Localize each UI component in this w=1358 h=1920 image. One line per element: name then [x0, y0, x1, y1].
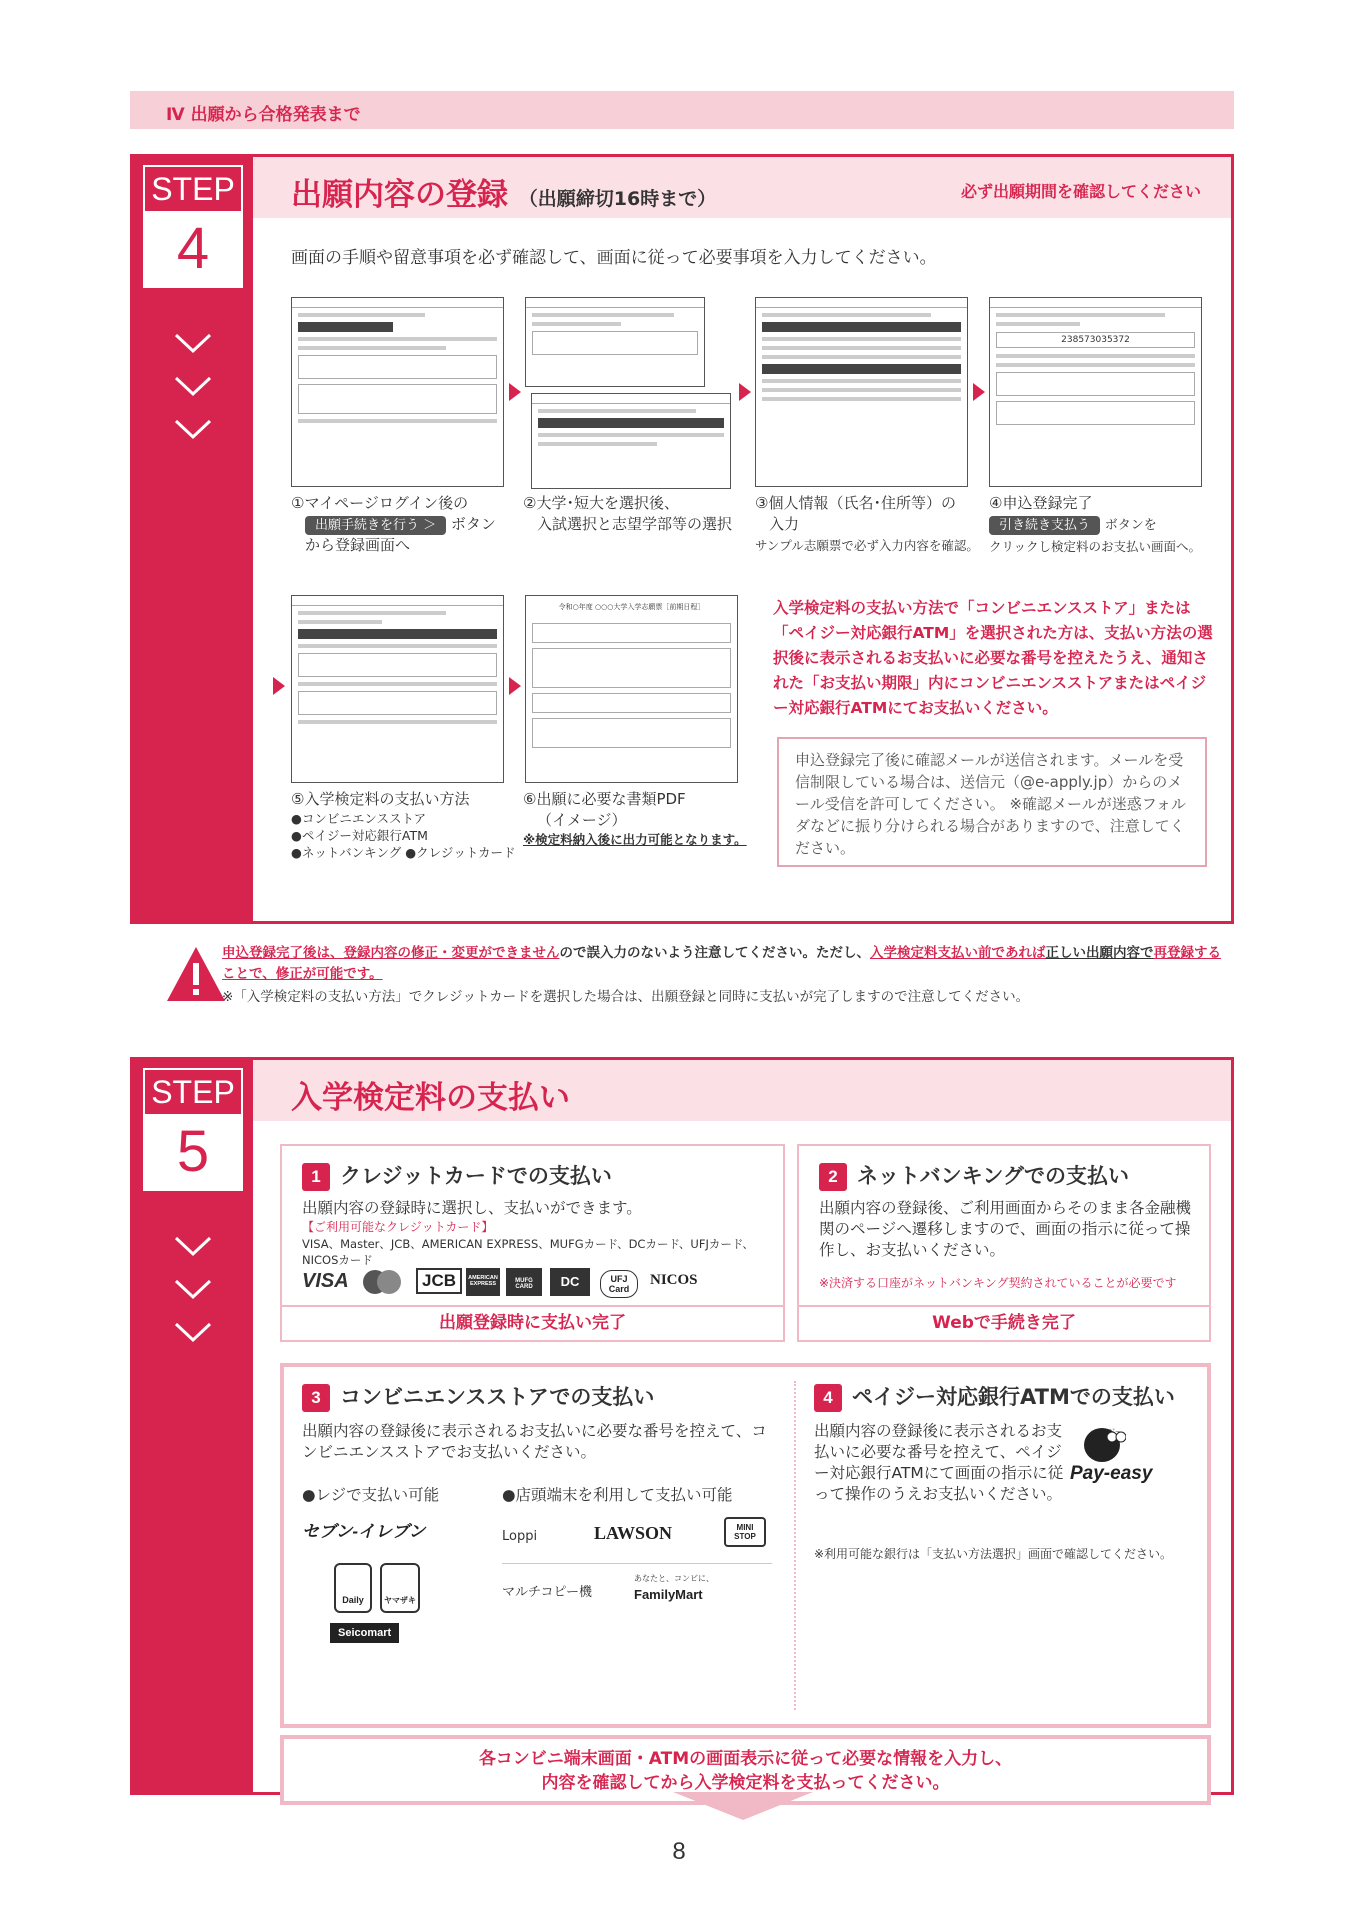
- step-label: STEP: [143, 1068, 243, 1116]
- caption-step2: [523, 493, 753, 535]
- caption-text: ⑥出願に必要な書類PDF: [523, 790, 686, 808]
- warning-part: ので誤入力のないよう注意してください。ただし、: [559, 945, 870, 961]
- lawson-logo: LAWSON: [594, 1523, 673, 1543]
- caption-step5: [291, 789, 521, 861]
- section-title: Ⅳ 出願から合格発表まで: [166, 105, 361, 125]
- chevron-down-icon: [173, 375, 213, 397]
- option-body: [819, 1198, 1199, 1294]
- caption-text: ●コンビニエンスストア: [291, 811, 427, 826]
- caption-text: ③個人情報（氏名･住所等）の: [755, 494, 956, 512]
- step-number: 5: [143, 1116, 243, 1191]
- net-banking-option: [797, 1144, 1211, 1342]
- arrow-right-icon: [739, 383, 751, 401]
- arrow-right-icon: [509, 677, 521, 695]
- section-header: [130, 91, 1234, 129]
- option-body-text: 出願内容の登録後に表示されるお支払いに必要な番号を控えて、ペイジー対応銀行ATMにて画面の指示に従って操作のうえお支払いください。: [814, 1422, 1064, 1503]
- option-title: [302, 1160, 612, 1191]
- mastercard-logo: [360, 1268, 404, 1296]
- arrow-right-icon: [973, 383, 985, 401]
- step-title: [291, 169, 716, 214]
- screenshot-personal-info: [755, 297, 968, 487]
- screenshot-complete: [989, 297, 1202, 487]
- screenshot-select-exam: [531, 393, 731, 489]
- option-number: 2: [819, 1163, 847, 1191]
- option-body-text: 出願内容の登録後に表示されるお支払いに必要な番号を控えて、コンビニエンスストアでお支払いください。: [302, 1422, 767, 1461]
- caption-text: ●ネットバンキング ●クレジットカード: [291, 845, 516, 860]
- payeasy-logo: Pay-easy: [1070, 1463, 1153, 1484]
- cards-list: VISA、Master、JCB、AMERICAN EXPRESS、MUFGカード、DCカード、UFJカード、NICOSカード: [302, 1237, 754, 1267]
- step4-intro: 画面の手順や留意事項を必ず確認して、画面に従って必要事項を入力してください。: [291, 248, 937, 268]
- warning-part: 正しい出願内容で: [1045, 945, 1154, 961]
- option-title-text: ネットバンキングでの支払い: [857, 1164, 1129, 1188]
- visa-logo: VISA: [302, 1270, 349, 1292]
- terminal-pay-label: ●店頭端末を利用して支払い可能: [502, 1486, 733, 1504]
- arrow-right-icon: [273, 677, 285, 695]
- option-title: [819, 1160, 1129, 1191]
- step-number: 4: [143, 213, 243, 288]
- convenience-atm-panel: [280, 1363, 1211, 1728]
- chevron-down-icon: [173, 332, 213, 354]
- option-title: [814, 1381, 1175, 1412]
- caption-text: ●ペイジー対応銀行ATM: [291, 828, 428, 843]
- caption-text: ボタンを: [1104, 518, 1157, 533]
- divider: [794, 1381, 796, 1710]
- option-title-text: クレジットカードでの支払い: [340, 1164, 612, 1188]
- cards-label: 【ご利用可能なクレジットカード】: [302, 1220, 494, 1234]
- option-number: 4: [814, 1384, 842, 1412]
- caption-text: ②大学･短大を選択後、: [523, 494, 679, 512]
- warning-part: 再登録することで、修正が可能です。: [222, 945, 1221, 982]
- seicomart-logo: Seicomart: [330, 1623, 399, 1643]
- dc-logo: DC: [550, 1268, 590, 1296]
- caption-text: ※検定料納入後に出力可能となります。: [523, 832, 747, 847]
- caption-text: クリックし検定料のお支払い画面へ。: [989, 539, 1202, 554]
- loppi-label: Loppi: [502, 1529, 538, 1544]
- caption-step4: [989, 493, 1221, 555]
- option-number: 1: [302, 1163, 330, 1191]
- option-footer: Webで手続き完了: [799, 1305, 1209, 1340]
- option-note: ※利用可能な銀行は「支払い方法選択」画面で確認してください。: [814, 1547, 1173, 1561]
- step4-title-band: [253, 157, 1231, 218]
- pdf-title: 令和○年度 ○○○大学入学志願票［前期日程］: [558, 603, 705, 611]
- continue-pay-button-image: 引き続き支払う: [989, 516, 1100, 535]
- caption-text: （イメージ）: [537, 811, 627, 829]
- screenshot-mypage: [291, 297, 504, 487]
- mufg-logo: MUFG CARD: [506, 1268, 542, 1296]
- ufj-logo: UFJ Card: [600, 1270, 638, 1298]
- chevron-down-icon: [173, 1321, 213, 1343]
- step-label: STEP: [143, 165, 243, 213]
- multicopy-label: マルチコピー機: [502, 1585, 592, 1600]
- caption-text: ④申込登録完了: [989, 494, 1093, 512]
- amex-logo: AMERICAN EXPRESS: [466, 1268, 500, 1296]
- step-title-text: 出願内容の登録: [291, 177, 508, 213]
- ministop-logo: MINI STOP: [724, 1517, 766, 1547]
- screenshot-application-pdf: [525, 595, 738, 783]
- apply-button-image: 出願手続きを行う ＞: [305, 516, 446, 535]
- option-title-text: ペイジー対応銀行ATMでの支払い: [852, 1385, 1175, 1409]
- caption-text: ボタン: [450, 515, 496, 533]
- option-body-text: 出願内容の登録時に選択し、支払いができます。: [302, 1199, 642, 1217]
- final-instruction-line: 内容を確認してから入学検定料を支払ってください。: [541, 1773, 950, 1793]
- arrow-right-icon: [509, 383, 521, 401]
- step-title-sub: （出願締切16時まで）: [518, 188, 717, 210]
- familymart-tagline: あなたと、コンビに、: [634, 1574, 714, 1583]
- divider: [502, 1563, 772, 1564]
- option-title-text: コンビニエンスストアでの支払い: [340, 1385, 655, 1409]
- step4-sidebar: [133, 157, 253, 921]
- step5-title-band: [253, 1060, 1231, 1121]
- familymart-logo: FamilyMart: [634, 1587, 703, 1602]
- warning-icon: [165, 945, 227, 1003]
- nicos-logo: NICOS: [650, 1272, 698, 1288]
- screenshot-select-university: [525, 297, 705, 387]
- credit-card-option: [280, 1144, 785, 1342]
- yamazaki-daily-store-logo: ヤマザキ: [380, 1563, 420, 1613]
- warning-part: 申込登録完了後は、登録内容の修正・変更ができません: [222, 945, 560, 961]
- caption-text: ⑤入学検定料の支払い方法: [291, 790, 470, 808]
- daily-yamazaki-logo: Daily: [334, 1563, 372, 1613]
- arrow-down-icon: [673, 1792, 813, 1820]
- option-body-text: 出願内容の登録後、ご利用画面からそのまま各金融機関のページへ遷移しますので、画面の指示に従って操作し、お支払いください。: [819, 1199, 1192, 1259]
- caption-text: から登録画面へ: [305, 536, 411, 554]
- caption-text: 入力: [769, 515, 800, 533]
- deadline-note: 必ず出願期間を確認してください: [960, 182, 1201, 201]
- option-number: 3: [302, 1384, 330, 1412]
- seven-eleven-logo: セブン-イレブン: [302, 1522, 426, 1541]
- jcb-logo: JCB: [416, 1268, 462, 1294]
- screenshot-payment-method: [291, 595, 504, 783]
- step-title: 入学検定料の支払い: [291, 1080, 570, 1116]
- step4-panel: [130, 154, 1234, 924]
- caption-text: ①マイページログイン後の: [291, 494, 469, 512]
- caption-text: 入試選択と志望学部等の選択: [537, 515, 733, 533]
- caption-step1: [291, 493, 511, 556]
- warning-note: ※「入学検定料の支払い方法」でクレジットカードを選択した場合は、出願登録と同時に支払いが完了しますので注意してください。: [222, 989, 1030, 1005]
- option-body: [302, 1198, 772, 1268]
- shot-number: 238573035372: [996, 332, 1195, 348]
- caption-step6: [523, 789, 763, 848]
- payeasy-mascot-icon: [1082, 1423, 1126, 1463]
- payment-notice: 入学検定料の支払い方法で「コンビニエンスストア」または「ペイジー対応銀行ATM」を選択された方は、支払い方法の選択後に表示されるお支払いに必要な番号を控えたうえ、通知された「お支払い期限」内にコンビニエンスストアまたはペイジー対応銀行ATMにてお支払いください。: [773, 599, 1213, 717]
- caption-step3: [755, 493, 990, 554]
- caption-text: サンプル志願票で必ず入力内容を確認。: [755, 538, 979, 553]
- register-pay-label: ●レジで支払い可能: [302, 1486, 440, 1504]
- warning-part: 入学検定料支払い前であれば: [870, 945, 1046, 961]
- step5-sidebar: [133, 1060, 253, 1792]
- mail-notice: 申込登録完了後に確認メールが送信されます。メールを受信制限している場合は、送信元（@e-apply.jp）からのメール受信を許可してください。 ※確認メールが迷惑フォルダなどに振り分けられる場合がありますので、注意してください。: [777, 737, 1207, 867]
- warning-text: [222, 943, 1234, 1008]
- final-instruction-line: 各コンビニ端末画面・ATMの画面表示に従って必要な情報を入力し、: [478, 1749, 1013, 1769]
- page-number: 8: [672, 1838, 686, 1865]
- chevron-down-icon: [173, 418, 213, 440]
- chevron-down-icon: [173, 1235, 213, 1257]
- step5-panel: [130, 1057, 1234, 1795]
- chevron-down-icon: [173, 1278, 213, 1300]
- option-note: ※決済する口座がネットバンキング契約されていることが必要です: [819, 1276, 1177, 1290]
- option-footer: 出願登録時に支払い完了: [282, 1305, 783, 1340]
- option-title: [302, 1381, 654, 1412]
